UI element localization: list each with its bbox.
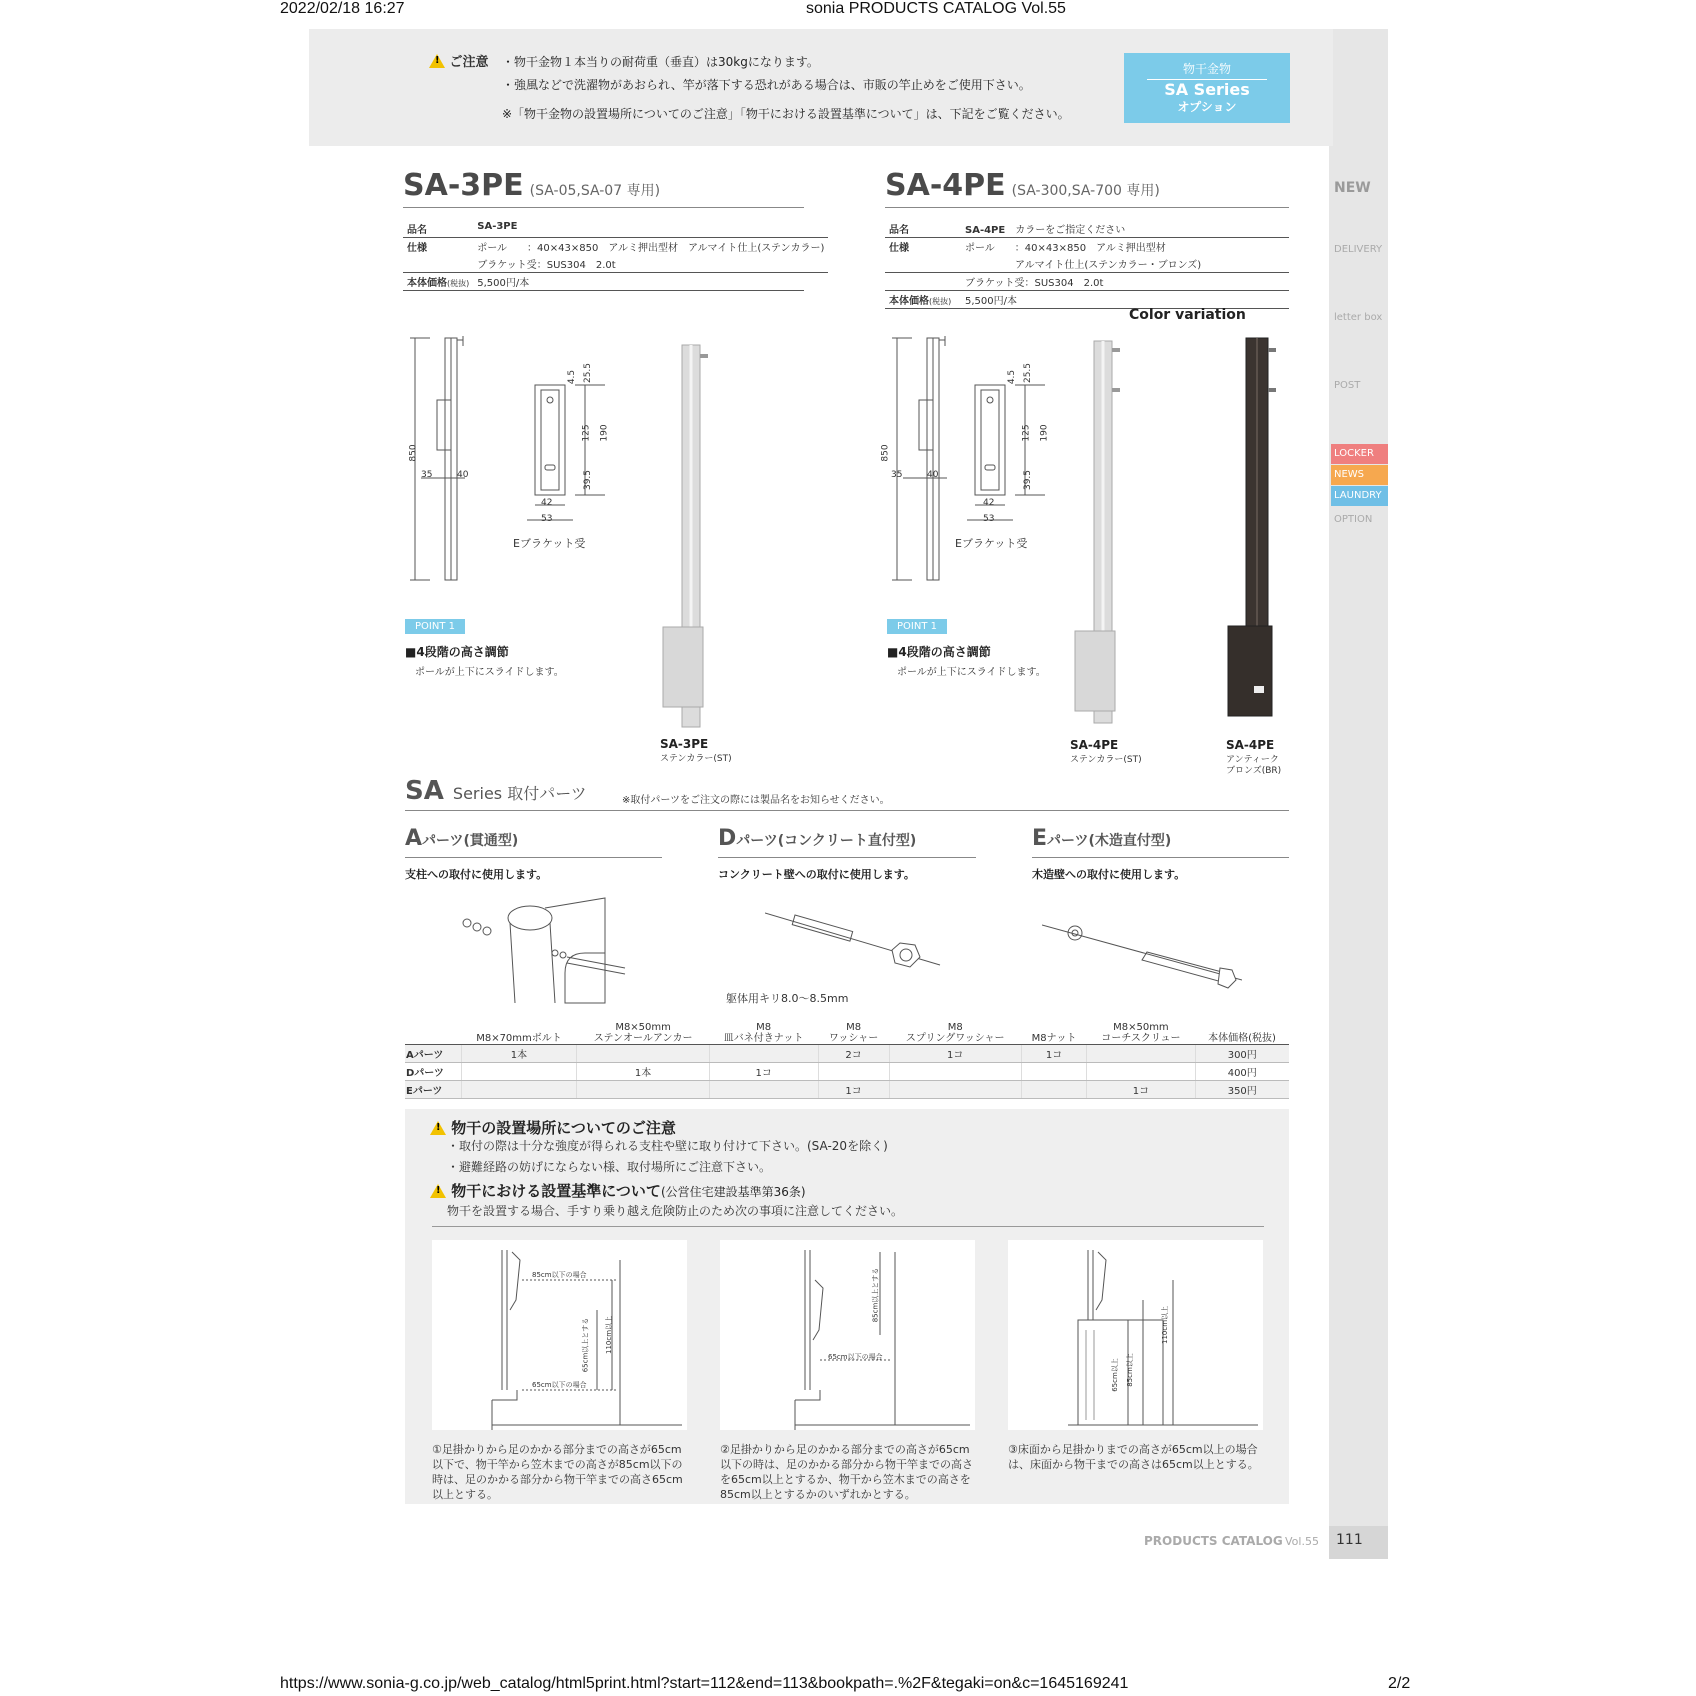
- color-variation-label: Color variation: [1129, 307, 1246, 323]
- table-row: Aパーツ 1本 2コ 1コ 1コ 300円: [405, 1045, 1289, 1063]
- product-sub: (SA-300,SA-700 専用): [1011, 183, 1160, 199]
- caution-heading-2: ! 物干における設置基準について(公営住宅建設基準第36条): [430, 1180, 806, 1201]
- caution-line-1: ・取付の際は十分な強度が得られる支柱や壁に取り付けて下さい。(SA-20を除く): [447, 1139, 888, 1153]
- part-letter: D: [718, 826, 737, 851]
- spec-line: アルマイト仕上(ステンカラー・ブロンズ): [965, 260, 1202, 271]
- notice-line-2: ・強風などで洗濯物があおられ、竿が落下する恐れがある場合は、市販の竿止めをご使用下さい。: [502, 78, 1031, 92]
- dim-850: 850: [880, 444, 891, 462]
- table-header: 本体価格(税抜): [1195, 1022, 1289, 1045]
- diagram-1-caption: ①足掛かりから足のかかる部分までの高さが65cm 以下で、物干竿から笠木までの高さが85cm以下の 時は、足のかかる部分から物干竿までの高さ65cm 以上とする。: [432, 1443, 683, 1501]
- spec-key: 品名: [889, 225, 909, 236]
- part-d-heading: [718, 826, 916, 851]
- warning-icon: [430, 1184, 446, 1198]
- spec-table-sa4pe: [885, 220, 1289, 309]
- price-tax: (税抜): [447, 279, 470, 288]
- parts-note: ※取付パーツをご注文の際には製品名をお知らせください。: [622, 795, 890, 806]
- sa4pe-br-pole-photo: [1226, 336, 1276, 731]
- caution-line-3: 物干を設置する場合、手すり乗り越え危険防止のため次の事項に注意してください。: [447, 1204, 904, 1218]
- divider: [432, 1226, 1264, 1227]
- parts-table: [405, 1022, 1289, 1099]
- spec-table-sa3pe: [403, 220, 825, 291]
- part-e-illustration: [1042, 920, 1242, 995]
- dim-190: 190: [599, 424, 610, 442]
- notice-label-wrap: [429, 51, 489, 70]
- table-row: Eパーツ 1コ 1コ 350円: [405, 1081, 1289, 1099]
- spec-name-note: カラーをご指定ください: [1015, 225, 1126, 236]
- part-letter: E: [1032, 826, 1048, 851]
- diagram-3: [1008, 1240, 1263, 1430]
- spec-line: ブラケット受：SUS304 2.0t: [961, 273, 1289, 291]
- page-number: 111: [1336, 1532, 1363, 1548]
- photo-sub: ステンカラー(ST): [660, 754, 732, 764]
- diagram-label: 65cm以下の場合: [532, 1381, 587, 1389]
- point-title: ■4段階の高さ調節: [405, 645, 509, 659]
- dim-40: 40: [927, 470, 939, 480]
- warning-icon: [430, 1121, 446, 1135]
- spec-name: SA-3PE: [477, 221, 518, 232]
- notice-line-1: ・物干金物１本当りの耐荷重（垂直）は30kgになります。: [502, 55, 819, 69]
- dim-40: 40: [457, 470, 469, 480]
- part-a-heading: [405, 826, 518, 851]
- sidebar: [1329, 29, 1388, 1559]
- dim-42: 42: [541, 498, 553, 508]
- diagram-2: [720, 1240, 975, 1430]
- spec-line: ポール ：40×43×850 アルミ押出型材 アルマイト仕上(ステンカラー): [473, 238, 828, 256]
- table-header: M8 ワッシャー: [818, 1022, 889, 1045]
- sidebar-item-locker[interactable]: LOCKER: [1331, 444, 1388, 464]
- dim-25.5: 25.5: [1023, 362, 1034, 384]
- dim-850: 850: [408, 444, 419, 462]
- dim-4.5: 4.5: [567, 369, 578, 385]
- sidebar-item-letterbox[interactable]: letter box: [1334, 312, 1383, 323]
- sidebar-item-new[interactable]: NEW: [1334, 180, 1371, 196]
- sidebar-item-news[interactable]: NEWS: [1331, 465, 1388, 485]
- price-label: 本体価格: [889, 296, 929, 307]
- point-tag: POINT 1: [405, 619, 465, 634]
- notice-line-3: ※「物干金物の設置場所についてのご注意」「物干における設置基準について」は、下記をご覧ください。: [502, 107, 1070, 121]
- sidebar-item-laundry[interactable]: LAUNDRY: [1331, 486, 1388, 506]
- caution-heading-1: ! 物干の設置場所についてのご注意: [430, 1117, 676, 1138]
- spec-key: 品名: [407, 225, 427, 236]
- point-text: ポールが上下にスライドします。: [415, 667, 564, 678]
- caution-line-2: ・避難経路の妨げにならない様、取付場所にご注意下さい。: [447, 1160, 772, 1174]
- spec-line: ブラケット受：SUS304 2.0t: [477, 260, 616, 271]
- dim-35: 35: [421, 470, 433, 480]
- series-box: [1124, 53, 1290, 123]
- print-url[interactable]: https://www.sonia-g.co.jp/web_catalog/html5print.html?start=112&end=113&bookpath=.%2F&tegaki=on&c=1645169241: [280, 1675, 1129, 1692]
- diagram-2-drawing: [720, 1240, 975, 1430]
- diagram-label: 65cm以上とする: [581, 1317, 590, 1373]
- dim-190: 190: [1039, 424, 1050, 442]
- sa4pe-dimension-drawing: [887, 330, 1087, 590]
- part-title: パーツ(木造直付型): [1047, 833, 1172, 849]
- divider: [405, 810, 1289, 811]
- part-a-illustration: [455, 893, 655, 1018]
- dim-39.5: 39.5: [1023, 469, 1034, 491]
- divider: [885, 207, 1289, 208]
- table-row: Dパーツ 1本 1コ 400円: [405, 1063, 1289, 1081]
- spec-key: 仕様: [885, 238, 961, 256]
- table-header: M8ナット: [1021, 1022, 1086, 1045]
- dim-25.5: 25.5: [583, 362, 594, 384]
- dim-125: 125: [1021, 424, 1032, 442]
- parts-title: [405, 776, 587, 806]
- diagram-3-drawing: [1008, 1240, 1263, 1430]
- table-header: [405, 1022, 461, 1045]
- dim-35: 35: [891, 470, 903, 480]
- price-tax: (税抜): [929, 297, 952, 306]
- spec-name: SA-4PE: [965, 225, 1006, 236]
- photo-sub: ブロンズ(BR): [1226, 766, 1282, 776]
- divider: [1032, 857, 1289, 858]
- diagram-label: 110cm以上: [605, 1315, 614, 1355]
- diagram-1-drawing: [432, 1240, 687, 1430]
- spec-key: 仕様: [403, 238, 473, 256]
- photo-label: SA-4PE: [1070, 738, 1119, 752]
- table-header: M8 スプリングワッシャー: [889, 1022, 1021, 1045]
- diagram-label: 85cm以上とする: [871, 1267, 880, 1323]
- dim-4.5: 4.5: [1007, 369, 1018, 385]
- divider: [403, 207, 804, 208]
- sa3pe-pole-photo: [660, 340, 710, 735]
- part-desc: コンクリート壁への取付に使用します。: [718, 868, 915, 881]
- part-letter: A: [405, 826, 423, 851]
- series-box-line2: SA Series: [1164, 80, 1250, 99]
- page-footer-catalog: PRODUCTS CATALOG: [1144, 1534, 1283, 1548]
- dim-125: 125: [581, 424, 592, 442]
- spec-line: ポール ：40×43×850 アルミ押出型材: [961, 238, 1289, 256]
- diagram-label: 110cm以上: [1161, 1305, 1170, 1345]
- warning-icon: [429, 54, 445, 68]
- print-datetime: 2022/02/18 16:27: [280, 0, 405, 17]
- series-box-line3: オプション: [1177, 100, 1237, 114]
- price-value: 5,500円/本: [961, 291, 1289, 309]
- sidebar-item-delivery[interactable]: DELIVERY: [1334, 244, 1383, 255]
- product-title-sa3pe: [403, 168, 660, 203]
- series-box-line1: 物干金物: [1182, 62, 1231, 76]
- diagram-label: 65cm以上: [1110, 1358, 1119, 1392]
- divider: [718, 857, 976, 858]
- point-title: ■4段階の高さ調節: [887, 645, 991, 659]
- product-title-sa4pe: [885, 168, 1160, 203]
- sidebar-item-option[interactable]: OPTION: [1334, 514, 1373, 525]
- product-sub: (SA-05,SA-07 専用): [529, 183, 661, 199]
- divider: [405, 857, 662, 858]
- photo-label: SA-3PE: [660, 737, 709, 751]
- sa4pe-st-pole-photo: [1072, 336, 1122, 731]
- table-header: M8×50mm コーチスクリュー: [1087, 1022, 1195, 1045]
- table-header: M8×50mm ステンオールアンカー: [577, 1022, 709, 1045]
- dim-53: 53: [983, 514, 995, 524]
- part-e-heading: [1032, 826, 1171, 851]
- diagram-1: [432, 1240, 687, 1430]
- diagram-label: 85cm以下の場合: [532, 1271, 587, 1279]
- diagram-2-caption: ②足掛かりから足のかかる部分までの高さが65cm 以下の時は、足のかかる部分から物干竿までの高さ を65cm以上とするか、物干から笠木までの高さを 85cm以上とするかのいずれかとする。: [720, 1443, 973, 1501]
- price-value: 5,500円/本: [473, 273, 828, 291]
- table-header: M8 皿バネ付きナット: [709, 1022, 818, 1045]
- point-text: ポールが上下にスライドします。: [897, 667, 1046, 678]
- dim-39.5: 39.5: [583, 469, 594, 491]
- photo-sub: アンティーク: [1226, 755, 1279, 765]
- parts-title-rest: Series 取付パーツ: [452, 784, 587, 803]
- part-desc: 木造壁への取付に使用します。: [1032, 868, 1186, 881]
- print-page: 2/2: [1388, 1675, 1411, 1692]
- bracket-caption: Eブラケット受: [513, 537, 586, 550]
- notice-label: ご注意: [449, 55, 489, 70]
- print-title: sonia PRODUCTS CATALOG Vol.55: [806, 0, 1066, 17]
- diagram-3-caption: ③床面から足掛かりまでの高さが65cm以上の場合 は、床面から物干までの高さは65cm以上とする。: [1008, 1443, 1259, 1471]
- table-header: M8×70mmボルト: [461, 1022, 577, 1045]
- parts-title-big: SA: [405, 776, 444, 806]
- product-name: SA-4PE: [885, 168, 1006, 203]
- point-tag: POINT 1: [887, 619, 947, 634]
- sidebar-item-post[interactable]: POST: [1334, 380, 1361, 391]
- drill-note: 躯体用キリ8.0〜8.5mm: [726, 992, 849, 1005]
- product-name: SA-3PE: [403, 168, 524, 203]
- bracket-caption: Eブラケット受: [955, 537, 1028, 550]
- diagram-label: 85cm以上: [1125, 1353, 1134, 1387]
- photo-label: SA-4PE: [1226, 738, 1275, 752]
- price-label: 本体価格: [407, 278, 447, 289]
- part-title: パーツ(貫通型): [422, 833, 519, 849]
- photo-sub: ステンカラー(ST): [1070, 755, 1142, 765]
- diagram-label: 65cm以下の場合: [828, 1353, 883, 1361]
- page-footer-vol: Vol.55: [1285, 1535, 1319, 1548]
- part-d-illustration: [765, 905, 945, 975]
- part-desc: 支柱への取付に使用します。: [405, 868, 548, 881]
- dim-42: 42: [983, 498, 995, 508]
- dim-53: 53: [541, 514, 553, 524]
- part-title: パーツ(コンクリート直付型): [736, 833, 917, 849]
